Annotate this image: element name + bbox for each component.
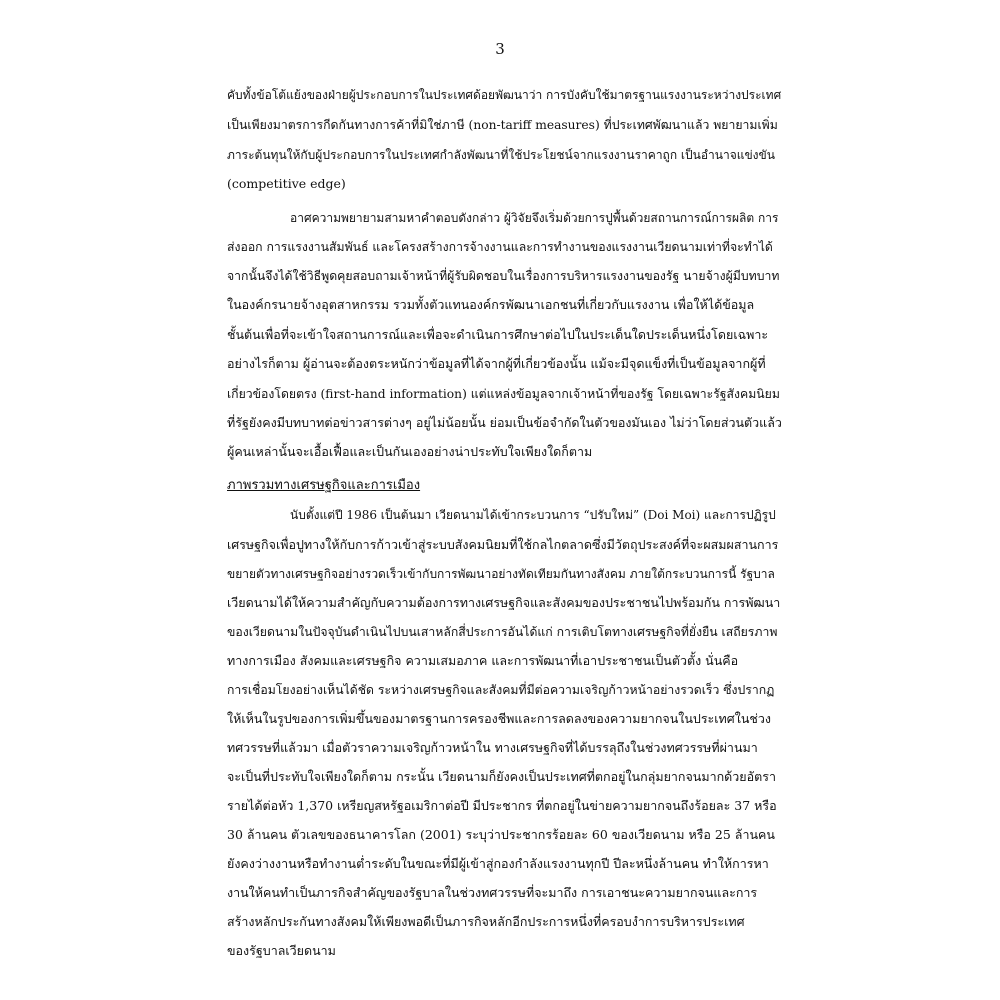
paragraph-line: ทางการเมือง สังคมและเศรษฐกิจ ความเสมอภาค และการพัฒนาที่เอาประชาชนเป็นตัวตั้ง นั่นคือ (227, 653, 739, 668)
paragraph-line: อาศความพยายามสามหาคำตอบดังกล่าว ผู้วิจัยจึงเริ่มด้วยการปูพื้นด้วยสถานการณ์การผลิต การ (290, 211, 779, 225)
paragraph-line: ชั้นต้นเพื่อที่จะเข้าใจสถานการณ์และเพื่อจะดำเนินการศึกษาต่อไปในประเด็นใดประเด็นหนึ่งโดยเฉพาะ (227, 327, 769, 342)
paragraph-line: เกี่ยวข้องโดยตรง (first-hand information) แต่แหล่งข้อมูลจากเจ้าหน้าที่ของรัฐ โดยเฉพาะรัฐสังคมนิยม (227, 387, 780, 401)
paragraph-line: ขยายตัวทางเศรษฐกิจอย่างรวดเร็วเข้ากับการพัฒนาอย่างทัดเทียมกันทางสังคม ภายใต้กระบวนการนี้ รัฐบาล (227, 567, 775, 581)
paragraph-line: (competitive edge) (227, 176, 346, 191)
paragraph-line: ของเวียดนามในปัจจุบันดำเนินไปบนเสาหลักสี่ประการอันได้แก่ การเติบโตทางเศรษฐกิจที่ยั่งยืน เสถียรภาพ (227, 625, 778, 639)
paragraph-line: ส่งออก การแรงงานสัมพันธ์ และโครงสร้างการจ้างงานและการทำงานของแรงงานเวียดนามเท่าที่จะทำได้ (227, 240, 773, 254)
paragraph-line: เศรษฐกิจเพื่อปูทางให้กับการก้าวเข้าสู่ระบบสังคมนิยมที่ใช้กลไกตลาดซึ่งมีวัตถุประสงค์ที่จะผสมผสานการ (227, 537, 779, 552)
paragraph-line: ที่รัฐยังคงมีบทบาทต่อข่าวสารต่างๆ อยู่ไม่น้อยนั้น ย่อมเป็นข้อจำกัดในตัวของมันเอง ไม่ว่าโดยส่วนตัวแล้ว (227, 415, 782, 430)
paragraph-line: งานให้คนทำเป็นภารกิจสำคัญของรัฐบาลในช่วงทศวรรษที่จะมาถึง การเอาชนะความยากจนและการ (227, 885, 758, 900)
page-number: 3 (495, 40, 505, 58)
paragraph-line: การเชื่อมโยงอย่างเห็นได้ชัด ระหว่างเศรษฐกิจและสังคมที่มีต่อความเจริญก้าวหน้าอย่างรวดเร็ว ซึ่งปรากฏ (227, 683, 775, 697)
paragraph-line: จะเป็นที่ประทับใจเพียงใดก็ตาม กระนั้น เวียดนามก็ยังคงเป็นประเทศที่ตกอยู่ในกลุ่มยากจนมากด้วยอัตรา (227, 769, 776, 784)
paragraph-line: สร้างหลักประกันทางสังคมให้เพียงพอดีเป็นภารกิจหลักอีกประการหนึ่งที่ครอบงำการบริหารประเทศ (227, 914, 745, 929)
paragraph-line: ของรัฐบาลเวียดนาม (227, 943, 336, 958)
paragraph-line: ให้เห็นในรูปของการเพิ่มขึ้นของมาตรฐานการครองชีพและการลดลงของความยากจนในประเทศในช่วง (227, 711, 771, 726)
paragraph-line: คับทั้งข้อโต้แย้งของฝ่ายผู้ประกอบการในประเทศด้อยพัฒนาว่า การบังคับใช้มาตรฐานแรงงานระหว่างประเทศ (227, 88, 782, 102)
paragraph-line: เป็นเพียงมาตรการกีดกันทางการค้าที่มิใช่ภาษี (non-tariff measures) ที่ประเทศพัฒนาแล้ว พยายามเพิ่ม (227, 118, 778, 132)
paragraph-line: รายได้ต่อหัว 1,370 เหรียญสหรัฐอเมริกาต่อปี มีประชากร ที่ตกอยู่ในข่ายความยากจนถึงร้อยละ 37 หรือ (227, 798, 777, 813)
paragraph-line: ภาระต้นทุนให้กับผู้ประกอบการในประเทศกำลังพัฒนาที่ใช้ประโยชน์จากแรงงานราคาถูก เป็นอำนาจแข่งขัน (227, 148, 775, 162)
paragraph-line: 30 ล้านคน ตัวเลขของธนาคารโลก (2001) ระบุว่าประชากรร้อยละ 60 ของเวียดนาม หรือ 25 ล้านคน (227, 827, 775, 842)
paragraph-line: ผู้คนเหล่านั้นจะเอื้อเฟื้อและเป็นกันเองอย่างน่าประทับใจเพียงใดก็ตาม (227, 444, 593, 459)
paragraph-line: เวียดนามได้ให้ความสำคัญกับความต้องการทางเศรษฐกิจและสังคมของประชาชนไปพร้อมกัน การพัฒนา (227, 595, 781, 610)
paragraph-line: ยังคงว่างงานหรือทำงานต่ำระดับในขณะที่มีผู้เข้าสู่กองกำลังแรงงานทุกปี ปีละหนึ่งล้านคน ทำให้การหา (227, 856, 769, 871)
paragraph-line: อย่างไรก็ตาม ผู้อ่านจะต้องตระหนักว่าข้อมูลที่ได้จากผู้ที่เกี่ยวข้องนั้น แม้จะมีจุดแข็งที่เป็นข้อมูลจากผู้ที่ (227, 356, 766, 371)
paragraph-line: ในองค์กรนายจ้างอุตสาหกรรม รวมทั้งตัวแทนองค์กรพัฒนาเอกชนที่เกี่ยวกับแรงงาน เพื่อให้ได้ข้อมูล (227, 297, 755, 312)
paragraph-line: นับตั้งแต่ปี 1986 เป็นต้นมา เวียดนามได้เข้ากระบวนการ “ปรับใหม่” (Doi Moi) และการปฏิรูป (290, 508, 776, 522)
section-heading: ภาพรวมทางเศรษฐกิจและการเมือง (227, 478, 421, 493)
paragraph-line: จากนั้นจึงได้ใช้วิธีพูดคุยสอบถามเจ้าหน้าที่ผู้รับผิดชอบในเรื่องการบริหารแรงงานของรัฐ นายจ้างผู้มีบทบาท (227, 269, 780, 283)
paragraph-line: ทศวรรษที่แล้วมา เมื่อตัวราความเจริญก้าวหน้าใน ทางเศรษฐกิจที่ได้บรรลุถึงในช่วงทศวรรษที่ผ่านมา (227, 740, 758, 755)
